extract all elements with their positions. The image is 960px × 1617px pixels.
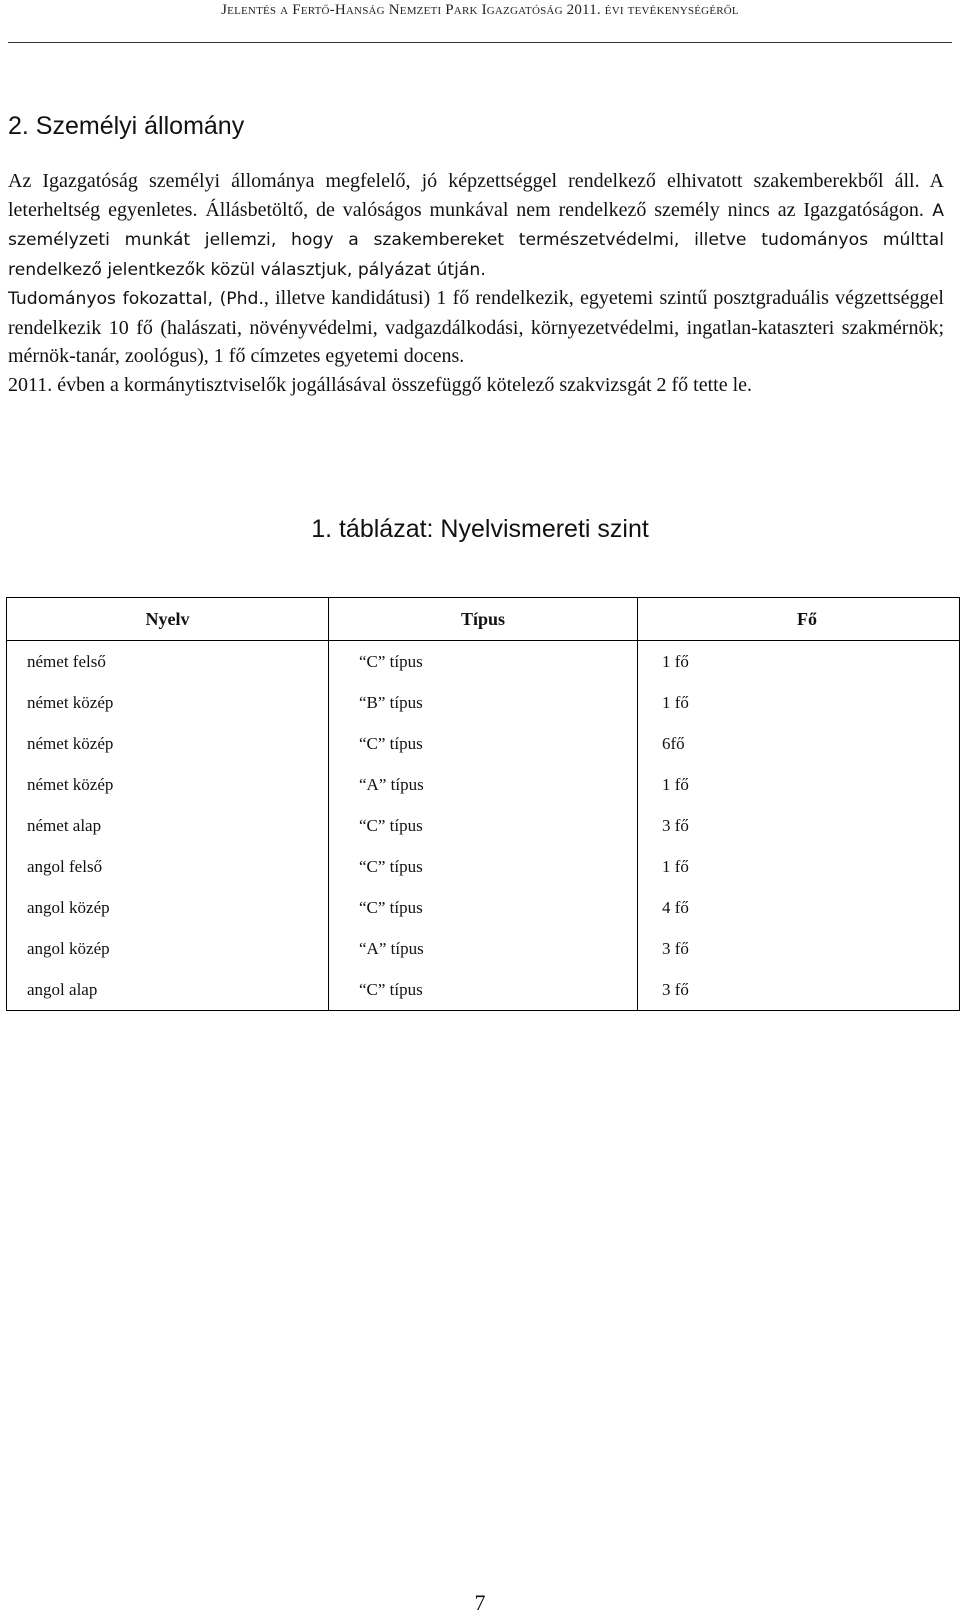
table-row: [7, 641, 960, 683]
table-row: [7, 764, 960, 805]
column-header-type: Típus: [329, 598, 638, 641]
cell-count: 1 fő: [638, 682, 960, 723]
cell-type: “A” típus: [329, 928, 638, 969]
cell-type: “C” típus: [329, 887, 638, 928]
cell-type: “C” típus: [329, 969, 638, 1011]
cell-type: “C” típus: [329, 641, 638, 683]
language-table: [6, 597, 960, 1011]
page-number: 7: [474, 1590, 486, 1615]
section-title: 2. Személyi állomány: [8, 112, 245, 140]
cell-count: 1 fő: [638, 764, 960, 805]
cell-count: 1 fő: [638, 846, 960, 887]
table-row: [7, 723, 960, 764]
table-row: [7, 846, 960, 887]
table-row: [7, 928, 960, 969]
paragraph-qualifications-text: , illetve kandidátusi) 1 fő rendelkezik, egyetemi szintű posztgraduális végzettséggel rendelkezik 10 fő (halászati, növényvédelmi, vadgazdálkodási, környezetvédelmi, ingatlan-kataszteri szakmérnök; mérnök-tanár, zoológus), 1 fő címzetes egyetemi docens.: [8, 287, 944, 367]
cell-type: “C” típus: [329, 805, 638, 846]
cell-count: 3 fő: [638, 805, 960, 846]
paragraph-staff-text-sans: A személyzeti munkát jellemzi, hogy a szakembereket természetvédelmi, illetve tudományos múlttal rendelkező jelentkezők közül választjuk, pályázat útján.: [8, 200, 944, 280]
cell-count: 4 fő: [638, 887, 960, 928]
cell-language: angol közép: [7, 928, 329, 969]
cell-language: német közép: [7, 723, 329, 764]
table-row: [7, 682, 960, 723]
header-divider: [8, 42, 952, 43]
running-header: Jelentés a Fertő-Hanság Nemzeti Park Igazgatóság 2011. évi tevékenységéről: [221, 2, 739, 18]
cell-language: német alap: [7, 805, 329, 846]
table-header-row: [7, 598, 960, 641]
cell-language: német közép: [7, 764, 329, 805]
table-caption: 1. táblázat: Nyelvismereti szint: [311, 515, 649, 543]
cell-type: “B” típus: [329, 682, 638, 723]
cell-count: 6fő: [638, 723, 960, 764]
cell-language: német közép: [7, 682, 329, 723]
table-row: [7, 805, 960, 846]
paragraph-staff-text: Az Igazgatóság személyi állománya megfelelő, jó képzettséggel rendelkező elhivatott szakemberekből áll. A leterheltség egyenletes. Állásbetöltő, de valóságos munkával nem rendelkező személy nincs az Igazgatóságon.: [8, 170, 944, 221]
cell-language: angol alap: [7, 969, 329, 1011]
table-row: [7, 969, 960, 1011]
cell-count: 3 fő: [638, 969, 960, 1011]
cell-language: német felső: [7, 641, 329, 683]
body-text: [8, 167, 944, 399]
paragraph-qualifications: [8, 284, 944, 371]
table-row: [7, 887, 960, 928]
cell-type: “C” típus: [329, 846, 638, 887]
paragraph-exam: 2011. évben a kormánytisztviselők jogállásával összefüggő kötelező szakvizsgát 2 fő tette le.: [8, 373, 753, 396]
cell-language: angol felső: [7, 846, 329, 887]
cell-count: 1 fő: [638, 641, 960, 683]
column-header-count: Fő: [638, 598, 960, 641]
cell-type: “C” típus: [329, 723, 638, 764]
cell-type: “A” típus: [329, 764, 638, 805]
cell-count: 3 fő: [638, 928, 960, 969]
cell-language: angol közép: [7, 887, 329, 928]
paragraph-staff: [8, 167, 944, 284]
column-header-language: Nyelv: [7, 598, 329, 641]
paragraph-qualifications-lead: Tudományos fokozattal, (Phd.: [8, 289, 264, 309]
